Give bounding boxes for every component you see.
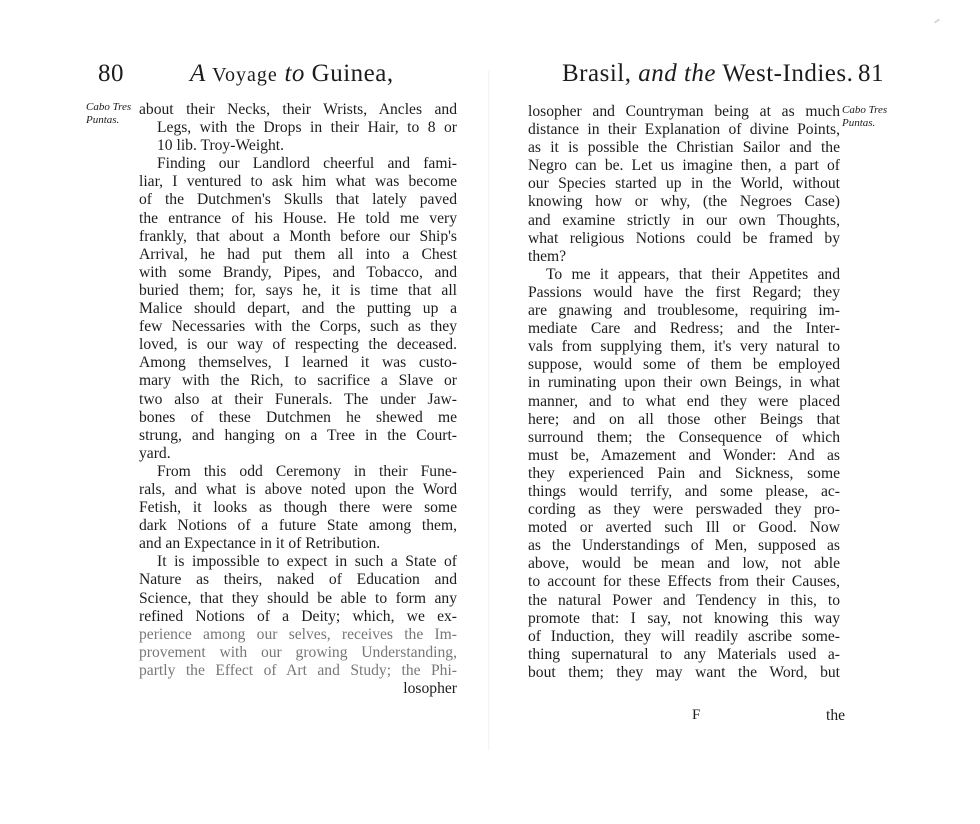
signature-mark: F xyxy=(692,707,701,723)
running-title-west-indies: West-Indies. xyxy=(716,60,854,87)
text-line: them? xyxy=(528,247,567,265)
running-title-a: A xyxy=(190,60,213,87)
text-line: the natural Power and Tendency in this, to xyxy=(528,591,840,609)
text-line: Finding our Landlord cheerful and fami- xyxy=(157,155,457,173)
text-line: our Species started up in the World, without xyxy=(528,175,840,193)
text-line: of Induction, they will readily ascribe some- xyxy=(528,627,840,645)
text-line: surround them; the Consequence of which xyxy=(528,428,840,446)
text-line: provement with our growing Understanding, xyxy=(139,643,457,661)
text-line: and an Expectance in it of Retribution. xyxy=(139,535,381,553)
text-line: bout them; they may want the Word, but xyxy=(528,663,840,681)
left-page-number: 80 xyxy=(98,60,124,87)
text-line: what religious Notions could be framed by xyxy=(528,229,840,247)
text-line: vals from supplying them, it's very natural to xyxy=(528,338,840,356)
text-line: Passions would have the first Regard; they xyxy=(528,283,840,301)
text-line: moted or averted such Ill or Good. Now xyxy=(528,519,840,537)
running-title-brasil: Brasil, xyxy=(562,60,639,87)
text-line: must be, Amazement and Wonder: And as xyxy=(528,446,840,464)
right-running-title xyxy=(562,60,853,88)
text-line: promote that: I say, not knowing this way xyxy=(528,609,840,627)
right-page-number: 81 xyxy=(858,60,884,87)
text-line: Nature as theirs, naked of Education and xyxy=(139,571,457,589)
text-line: with some Brandy, Pipes, and Tobacco, and xyxy=(139,263,457,281)
left-marginal-note: Cabo Tres Puntas. xyxy=(86,101,132,126)
catchword: losopher xyxy=(403,680,457,697)
text-line: Science, that they should be able to form any xyxy=(139,589,457,607)
catchword: the xyxy=(826,707,846,724)
text-line: yard. xyxy=(139,444,171,462)
text-line: knowing how or why, (the Negroes Case) xyxy=(528,193,840,211)
text-line: as the Understandings of Men, supposed as xyxy=(528,537,840,555)
running-title-to: to xyxy=(277,60,312,87)
text-line: manner, and to what end they were placed xyxy=(528,392,840,410)
running-title-voyage: Voyage xyxy=(212,64,278,86)
text-line: mary with the Rich, to sacrifice a Slave or xyxy=(139,372,457,390)
text-line: From this odd Ceremony in their Fune- xyxy=(157,462,457,480)
text-line: liar, I ventured to ask him what was become xyxy=(139,173,457,191)
running-title-and-the: and the xyxy=(638,60,717,87)
text-line: dark Notions of a future State among them, xyxy=(139,517,457,535)
text-line: and examine strictly in our own Thoughts, xyxy=(528,211,840,229)
text-line: Fetish, it looks as though there were some xyxy=(139,499,457,517)
text-line: buried them; for, says he, it is time that all xyxy=(139,281,457,299)
text-line: loved, is our way of respecting the deceased. xyxy=(139,336,457,354)
text-line: It is impossible to expect in such a State of xyxy=(157,553,457,571)
text-line: two also at their Funerals. The under Jaw- xyxy=(139,390,457,408)
text-line: 10 lib. Troy-Weight. xyxy=(157,137,284,155)
text-line: perience among our selves, receives the Im- xyxy=(139,625,457,643)
text-line: losopher and Countryman being at as much xyxy=(528,103,840,120)
text-line: are gnawing and troublesome, requiring im- xyxy=(528,302,840,320)
left-running-title xyxy=(190,60,394,88)
text-line: To me it appears, that their Appetites and xyxy=(546,265,840,283)
text-line: Arrival, he had put them all into a Chest xyxy=(139,245,457,263)
text-line: cording as they were perswaded they pro- xyxy=(528,501,840,519)
text-line: frankly, that about a Month before our Ship's xyxy=(139,227,457,245)
text-line: bones of these Dutchmen he shewed me xyxy=(139,408,457,426)
text-line: things would terrify, and some please, ac- xyxy=(528,482,840,500)
text-line: here; and on all those other Beings that xyxy=(528,410,840,428)
right-body-text xyxy=(528,103,840,682)
text-line: suppose, would some of them be employed xyxy=(528,356,840,374)
text-line: Among themselves, I learned it was custo- xyxy=(139,354,457,372)
text-line: thing supernatural to any Materials used a- xyxy=(528,645,840,663)
text-line: above, would be mean and low, not able xyxy=(528,555,840,573)
text-line: distance in their Explanation of divine Points, xyxy=(528,121,840,139)
text-line: rals, and what is above noted upon the Word xyxy=(139,480,457,498)
text-line: the entrance of his House. He told me very xyxy=(139,209,457,227)
text-line: mediate Care and Redress; and the Inter- xyxy=(528,320,840,338)
running-title-guinea: Guinea, xyxy=(311,60,394,87)
text-line: they experienced Pain and Sickness, some xyxy=(528,464,840,482)
text-line: to account for these Effects from their Causes, xyxy=(528,573,840,591)
left-body-text xyxy=(139,101,457,698)
text-line: partly the Effect of Art and Study; the Phi- xyxy=(139,661,457,679)
right-page xyxy=(490,0,980,824)
text-line: Negro can be. Let us imagine then, a part of xyxy=(528,157,840,175)
text-line: in ruminating upon their own Beings, in what xyxy=(528,374,840,392)
right-marginal-note: Cabo Tres Puntas. xyxy=(842,104,888,129)
text-line: as it is possible the Christian Sailor and the xyxy=(528,139,840,157)
text-line: about their Necks, their Wrists, Ancles and xyxy=(139,101,457,118)
text-line: strung, and hanging on a Tree in the Court- xyxy=(139,426,457,444)
text-line: Malice should depart, and the putting up a xyxy=(139,300,457,318)
text-line: Legs, with the Drops in their Hair, to 8 or xyxy=(157,119,457,137)
text-line: few Necessaries with the Corps, such as they xyxy=(139,318,457,336)
text-line: refined Notions of a Deity; which, we ex- xyxy=(139,607,457,625)
text-line: of the Dutchmen's Skulls that lately paved xyxy=(139,191,457,209)
